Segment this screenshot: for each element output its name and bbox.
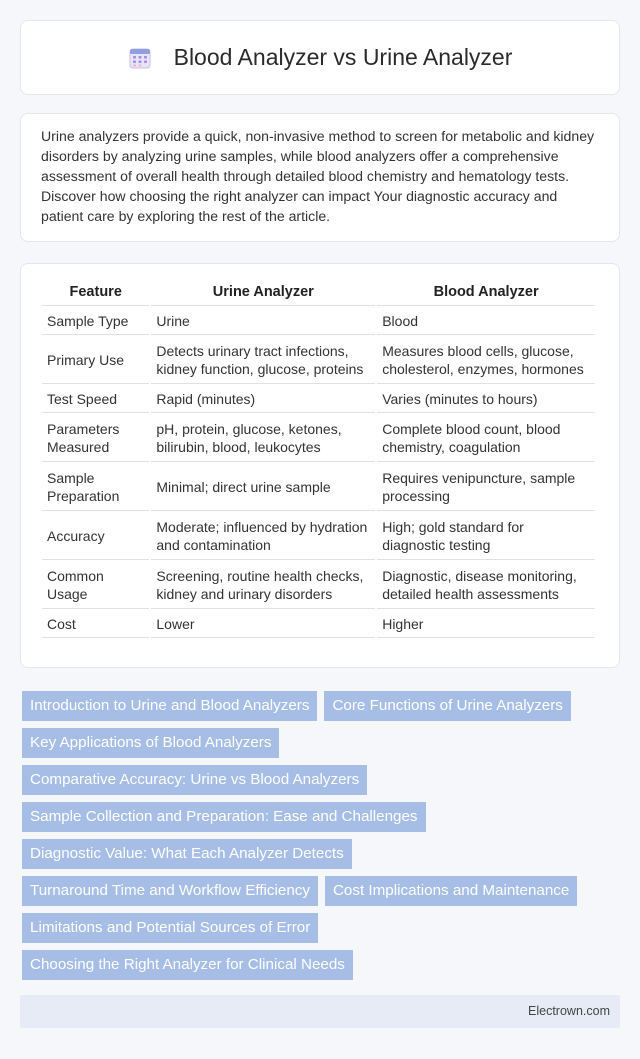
blood-cell: Higher xyxy=(377,611,595,638)
comparison-table xyxy=(40,282,597,640)
table-row xyxy=(42,562,595,609)
topic-link-turnaround-time[interactable]: Turnaround Time and Workflow Efficiency xyxy=(22,876,318,906)
feature-cell: Sample Type xyxy=(42,308,149,335)
blood-cell: Varies (minutes to hours) xyxy=(377,386,595,413)
blood-cell: Measures blood cells, glucose, cholesterol, enzymes, hormones xyxy=(377,337,595,384)
header-card xyxy=(20,20,620,95)
intro-card xyxy=(20,113,620,242)
topic-link-choosing-analyzer[interactable]: Choosing the Right Analyzer for Clinical Needs xyxy=(22,950,353,980)
table-header-row xyxy=(42,284,595,306)
urine-cell: Moderate; influenced by hydration and contamination xyxy=(151,513,375,560)
header-feature: Feature xyxy=(42,284,149,306)
topic-link-sample-collection[interactable]: Sample Collection and Preparation: Ease and Challenges xyxy=(22,802,426,832)
feature-cell: Sample Preparation xyxy=(42,464,149,511)
blood-cell: Complete blood count, blood chemistry, coagulation xyxy=(377,415,595,462)
intro-paragraph: Urine analyzers provide a quick, non-invasive method to screen for metabolic and kidney disorders by analyzing urine samples, while blood analyzers offer a comprehensive assessment of overall health through detailed blood chemistry and hematology tests. Discover how choosing the right analyzer can impact Your diagnostic accuracy and patient care by exploring the rest of the article. xyxy=(41,128,595,224)
urine-cell: Screening, routine health checks, kidney and urinary disorders xyxy=(151,562,375,609)
table-row xyxy=(42,386,595,413)
table-row xyxy=(42,308,595,335)
topic-link-comparative-accuracy[interactable]: Comparative Accuracy: Urine vs Blood Analyzers xyxy=(22,765,367,795)
comparison-table-card xyxy=(20,263,620,668)
topic-link-introduction[interactable]: Introduction to Urine and Blood Analyzers xyxy=(22,691,317,721)
header-urine-analyzer: Urine Analyzer xyxy=(151,284,375,306)
urine-cell: Urine xyxy=(151,308,375,335)
table-row xyxy=(42,337,595,384)
urine-cell: Minimal; direct urine sample xyxy=(151,464,375,511)
topic-link-key-applications[interactable]: Key Applications of Blood Analyzers xyxy=(22,728,279,758)
urine-cell: pH, protein, glucose, ketones, bilirubin, blood, leukocytes xyxy=(151,415,375,462)
feature-cell: Test Speed xyxy=(42,386,149,413)
urine-cell: Detects urinary tract infections, kidney function, glucose, proteins xyxy=(151,337,375,384)
blood-cell: Diagnostic, disease monitoring, detailed health assessments xyxy=(377,562,595,609)
footer xyxy=(20,995,620,1028)
feature-cell: Accuracy xyxy=(42,513,149,560)
feature-cell: Primary Use xyxy=(42,337,149,384)
topic-links xyxy=(22,691,622,987)
topic-link-core-functions[interactable]: Core Functions of Urine Analyzers xyxy=(324,691,570,721)
header-blood-analyzer: Blood Analyzer xyxy=(377,284,595,306)
table-row xyxy=(42,464,595,511)
table-row xyxy=(42,415,595,462)
urine-cell: Lower xyxy=(151,611,375,638)
page-title: Blood Analyzer vs Urine Analyzer xyxy=(173,44,513,70)
footer-brand[interactable]: Electrown.com xyxy=(528,1004,610,1018)
table-row xyxy=(42,513,595,560)
feature-cell: Parameters Measured xyxy=(42,415,149,462)
blood-cell: Blood xyxy=(377,308,595,335)
topic-link-limitations[interactable]: Limitations and Potential Sources of Error xyxy=(22,913,318,943)
feature-cell: Cost xyxy=(42,611,149,638)
table-row xyxy=(42,611,595,638)
blood-cell: High; gold standard for diagnostic testing xyxy=(377,513,595,560)
topic-link-cost-implications[interactable]: Cost Implications and Maintenance xyxy=(325,876,577,906)
topic-link-diagnostic-value[interactable]: Diagnostic Value: What Each Analyzer Detects xyxy=(22,839,352,869)
blood-cell: Requires venipuncture, sample processing xyxy=(377,464,595,511)
urine-cell: Rapid (minutes) xyxy=(151,386,375,413)
calendar-grid-icon xyxy=(128,46,152,70)
feature-cell: Common Usage xyxy=(42,562,149,609)
